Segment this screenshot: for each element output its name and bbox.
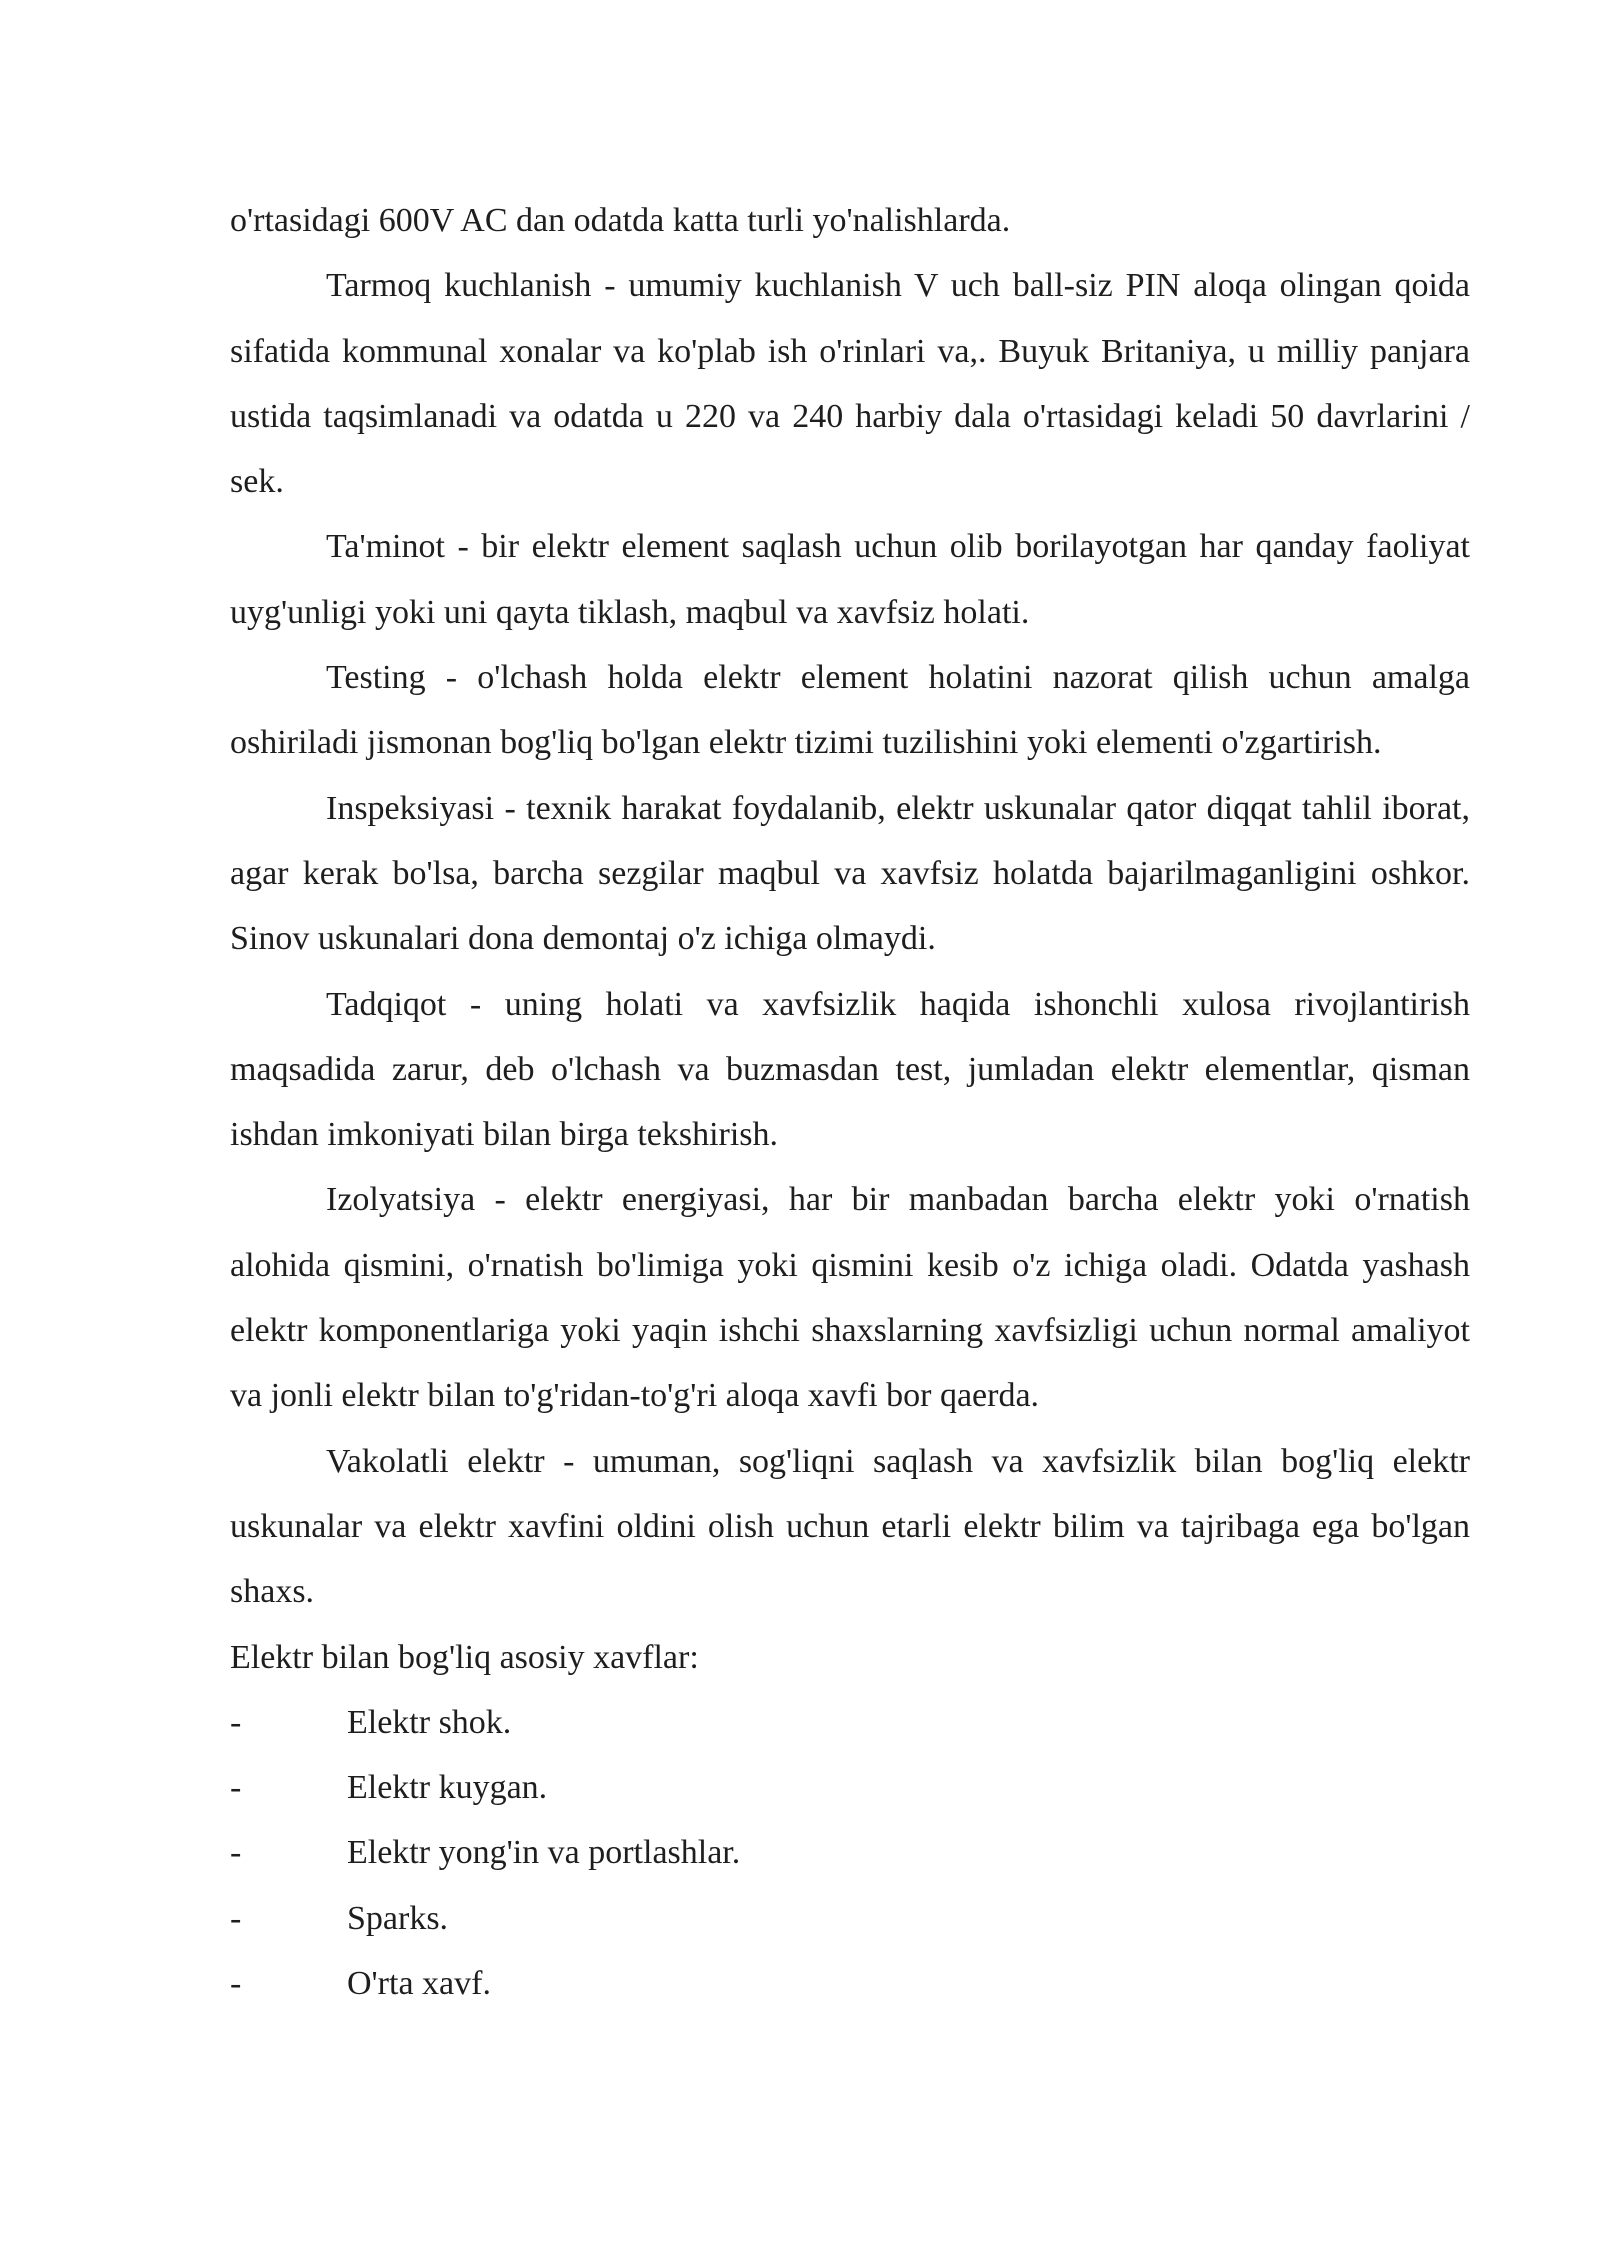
document-body	[230, 188, 1470, 2016]
paragraph-tarmoq-kuchlanish: Tarmoq kuchlanish - umumiy kuchlanish V uch ball-siz PIN aloqa olingan qoida sifatida kommunal xonalar va ko'plab ish o'rinlari va,. Buyuk Britaniya, u milliy panjara ustida taqsimlanadi va odatda u 220 va 240 harbiy dala o'rtasidagi keladi 50 davrlarini / sek.	[230, 267, 1470, 501]
hazards-list	[230, 1690, 1470, 2016]
list-heading: Elektr bilan bog'liq asosiy xavflar:	[230, 1638, 699, 1676]
list-item-text: O'rta xavf.	[347, 1965, 491, 2003]
list-item	[230, 1755, 1470, 1820]
list-item-text: Elektr shok.	[347, 1703, 512, 1741]
paragraph-continuation: o'rtasidagi 600V AC dan odatda katta turli yo'nalishlarda.	[230, 202, 1011, 239]
list-bullet: -	[230, 1965, 242, 2003]
paragraph-taminot: Ta'minot - bir elektr element saqlash uchun olib borilayotgan har qanday faoliyat uyg'unligi yoki uni qayta tiklash, maqbul va xavfsiz holati.	[230, 528, 1470, 631]
list-bullet: -	[230, 1899, 242, 1937]
paragraph-vakolatli-elektr: Vakolatli elektr - umuman, sog'liqni saqlash va xavfsizlik bilan bog'liq elektr uskunalar va elektr xavfini oldini olish uchun etarli elektr bilim va tajribaga ega bo'lgan shaxs.	[230, 1442, 1470, 1611]
list-item-text: Elektr kuygan.	[347, 1769, 548, 1807]
list-item	[230, 1951, 1470, 2016]
paragraph-tadqiqot: Tadqiqot - uning holati va xavfsizlik haqida ishonchli xulosa rivojlantirish maqsadida zarur, deb o'lchash va buzmasdan test, jumladan elektr elementlar, qisman ishdan imkoniyati bilan birga tekshirish.	[230, 985, 1470, 1154]
paragraph-testing: Testing - o'lchash holda elektr element holatini nazorat qilish uchun amalga oshiriladi jismonan bog'liq bo'lgan elektr tizimi tuzilishini yoki elementi o'zgartirish.	[230, 659, 1470, 762]
list-bullet: -	[230, 1703, 242, 1741]
paragraph-inspeksiyasi: Inspeksiyasi - texnik harakat foydalanib, elektr uskunalar qator diqqat tahlil iborat, agar kerak bo'lsa, barcha sezgilar maqbul va xavfsiz holatda bajarilmaganligini oshkor. Sinov uskunalari dona demontaj o'z ichiga olmaydi.	[230, 789, 1470, 958]
list-item	[230, 1886, 1470, 1951]
list-item	[230, 1690, 1470, 1755]
list-item-text: Sparks.	[347, 1899, 449, 1937]
list-item-text: Elektr yong'in va portlashlar.	[347, 1834, 741, 1872]
list-bullet: -	[230, 1834, 242, 1872]
list-item	[230, 1820, 1470, 1885]
paragraph-izolyatsiya: Izolyatsiya - elektr energiyasi, har bir manbadan barcha elektr yoki o'rnatish alohida qismini, o'rnatish bo'limiga yoki qismini kesib o'z ichiga oladi. Odatda yashash elektr komponentlariga yoki yaqin ishchi shaxslarning xavfsizligi uchun normal amaliyot va jonli elektr bilan to'g'ridan-to'g'ri aloqa xavfi bor qaerda.	[230, 1181, 1470, 1415]
list-bullet: -	[230, 1769, 242, 1807]
